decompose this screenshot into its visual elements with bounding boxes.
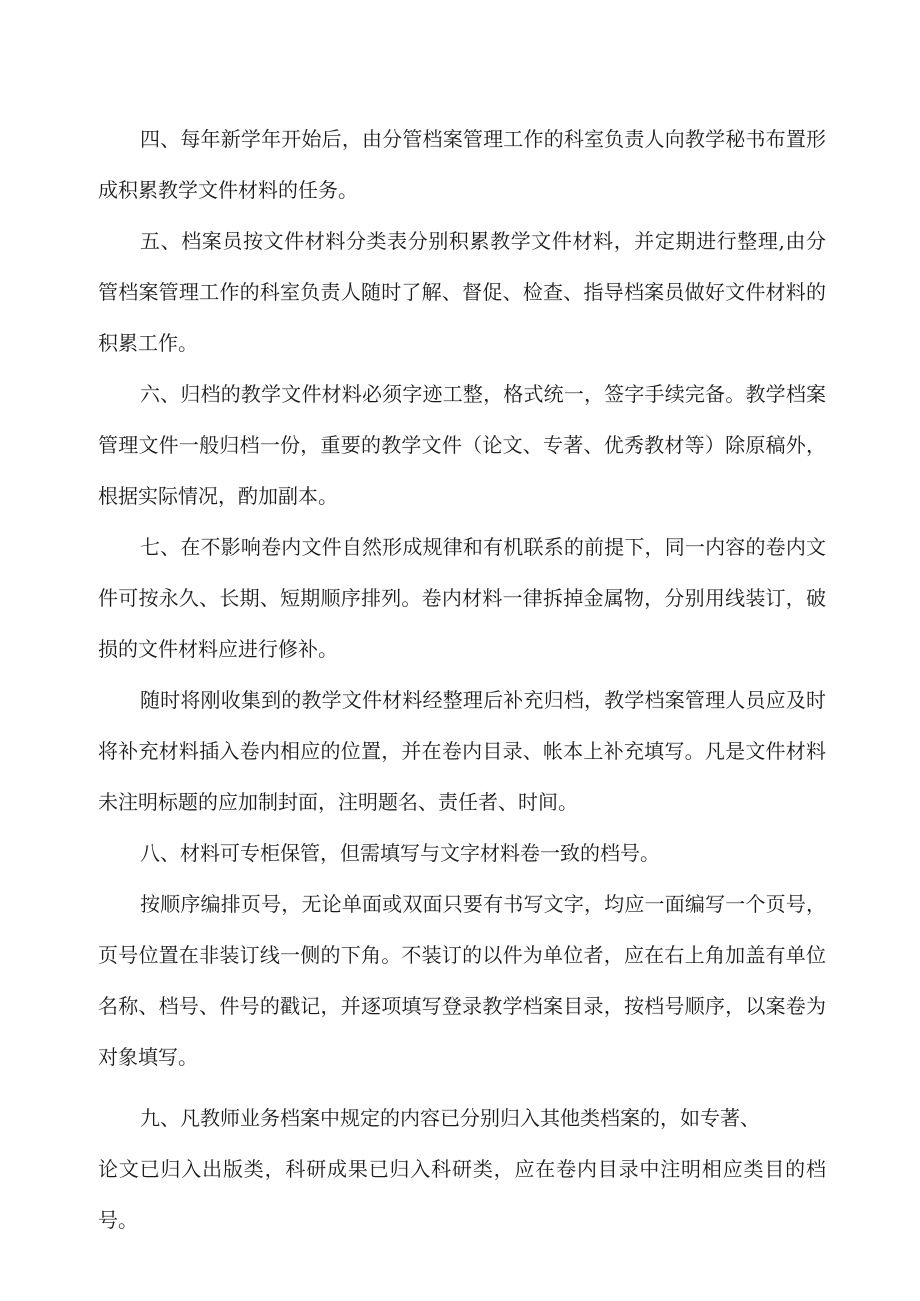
paragraph-supplement-filing: 随时将刚收集到的教学文件材料经整理后补充归档，教学档案管理人员应及时将补充材料插入卷内相应的位置，并在卷内目录、帐本上补充填写。凡是文件材料未注明标题的应加制封面，注明题名、责任者、时间。 <box>98 688 826 814</box>
paragraph-item-9: 九、凡教师业务档案中规定的内容已分别归入其他类档案的，如专著、 <box>140 1106 760 1130</box>
paragraph-item-9-continued: 论文已归入出版类，科研成果已归入科研类，应在卷内目录中注明相应类目的档号。 <box>98 1157 826 1232</box>
paragraph-item-7: 七、在不影响卷内文件自然形成规律和有机联系的前提下，同一内容的卷内文件可按永久、长期、短期顺序排列。卷内材料一律拆掉金属物，分别用线装订，破损的文件材料应进行修补。 <box>98 535 826 661</box>
paragraph-page-numbering: 按顺序编排页号，无论单面或双面只要有书写文字，均应一面编写一个页号，页号位置在非装订线一侧的下角。不装订的以件为单位者，应在右上角加盖有单位名称、档号、件号的戳记，并逐项填写登录教学档案目录，按档号顺序，以案卷为对象填写。 <box>98 892 826 1069</box>
paragraph-item-8: 八、材料可专柜保管，但需填写与文字材料卷一致的档号。 <box>140 841 660 865</box>
document-body <box>98 114 826 1246</box>
paragraph-item-5: 五、档案员按文件材料分类表分别积累教学文件材料，并定期进行整理,由分管档案管理工作的科室负责人随时了解、督促、检查、指导档案员做好文件材料的积累工作。 <box>98 229 826 355</box>
paragraph-item-6: 六、归档的教学文件材料必须字迹工整，格式统一，签字手续完备。教学档案管理文件一般归档一份，重要的教学文件（论文、专著、优秀教材等）除原稿外，根据实际情况，酌加副本。 <box>98 382 826 508</box>
paragraph-item-4: 四、每年新学年开始后，由分管档案管理工作的科室负责人向教学秘书布置形成积累教学文件材料的任务。 <box>98 127 826 202</box>
